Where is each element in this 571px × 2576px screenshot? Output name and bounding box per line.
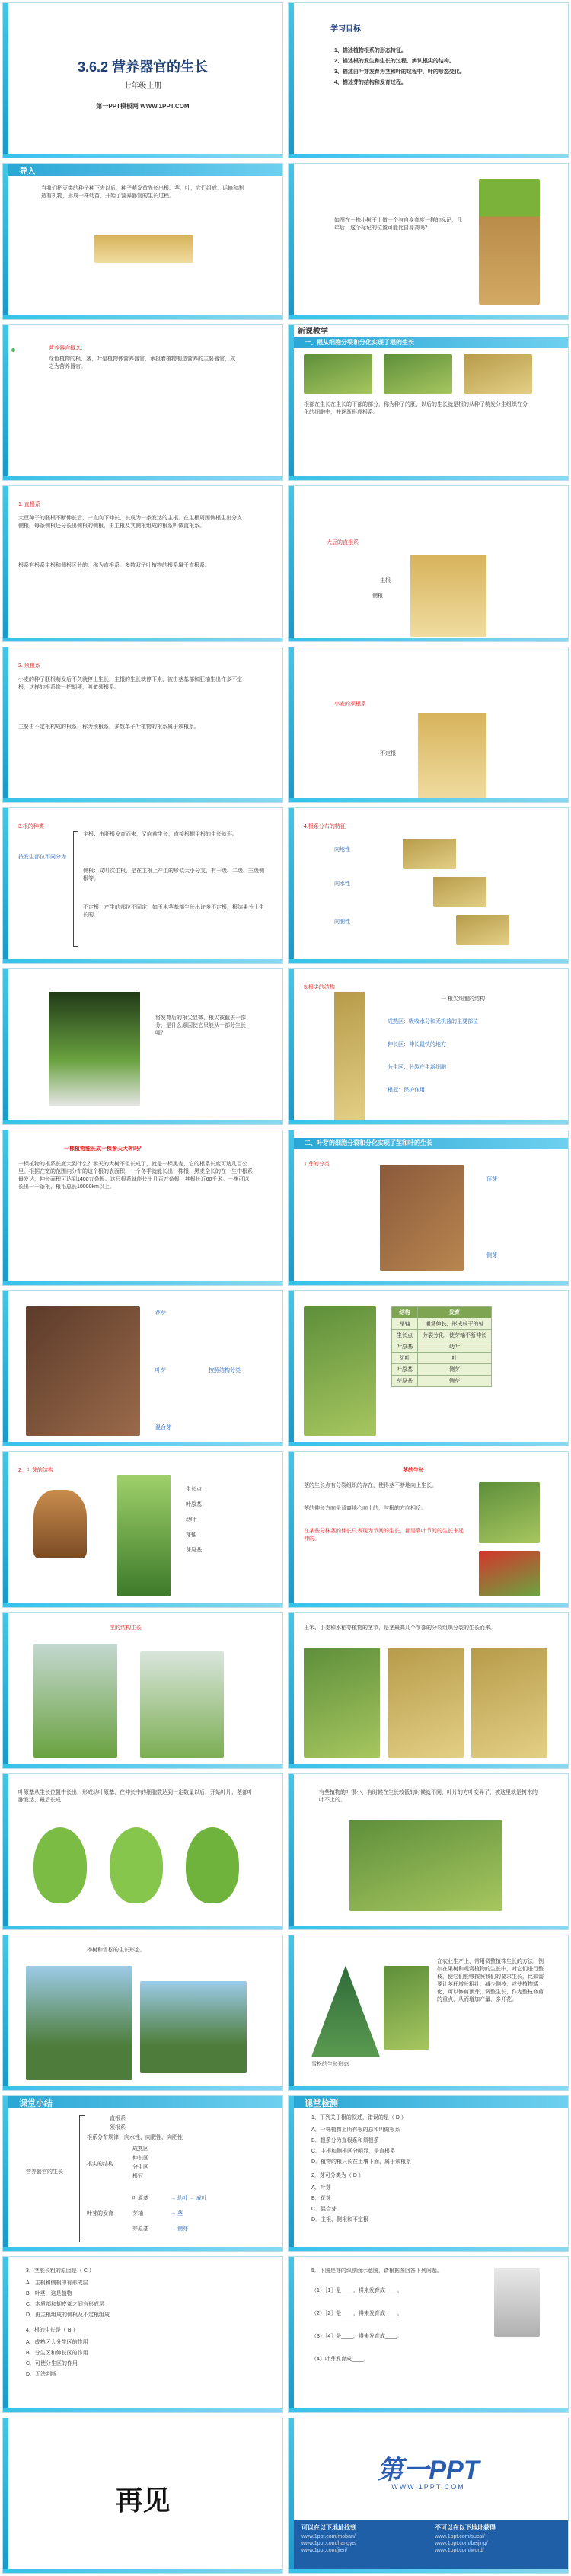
table-cell: 侧芽 bbox=[418, 1364, 492, 1376]
slide-7-taproot bbox=[2, 485, 283, 641]
diagram-label: 小麦的须根系 bbox=[334, 701, 366, 707]
summary-item: 芽原基 bbox=[132, 2226, 148, 2232]
slide-11-root-types bbox=[2, 807, 283, 964]
branch-image bbox=[380, 1165, 464, 1271]
banner-text: 二、叶芽的细胞分裂和分化实现了茎和叶的生长 bbox=[305, 1139, 432, 1146]
quiz-item: A．一株植物上所有根的总和叫做根系 bbox=[311, 2127, 400, 2133]
quiz-item: （4）叶芽发育成____。 bbox=[311, 2357, 369, 2363]
footer-column-b bbox=[435, 2523, 557, 2554]
leaf-image bbox=[110, 1827, 163, 1903]
bud-section-diagram bbox=[117, 1475, 171, 1596]
flower-bud-label: 花芽 bbox=[155, 1311, 166, 1316]
objective-item: 3、描述由叶芽发育为茎和叶的过程中，叶的形态变化。 bbox=[334, 69, 465, 75]
slide-21-stem-images bbox=[2, 1612, 283, 1769]
header-bar bbox=[8, 164, 282, 176]
quiz-heading: 课堂检测 bbox=[305, 2098, 338, 2108]
twig-image bbox=[26, 1306, 140, 1436]
summary-item: 叶芽的发育 bbox=[87, 2210, 113, 2216]
footer-panel bbox=[294, 2520, 568, 2569]
mixed-bud-label: 混合芽 bbox=[155, 1425, 171, 1430]
leaf-bud-illustration bbox=[304, 1306, 376, 1436]
table-cell: 发育 bbox=[418, 1307, 492, 1318]
table-cell: 幼叶 bbox=[418, 1341, 492, 1353]
summary-item: 根尖的结构 bbox=[87, 2161, 113, 2167]
slide-3-intro bbox=[2, 163, 283, 319]
corn-image bbox=[304, 1648, 380, 1758]
quiz-item: 3．茎能长粗的原因是（ C ） bbox=[26, 2268, 94, 2274]
quiz-item: D．由主根组成的侧根及不定根组成 bbox=[26, 2312, 110, 2319]
quiz-item: C．可使分生区的作用 bbox=[26, 2361, 78, 2367]
slide-12-root-distribution bbox=[288, 807, 569, 964]
summary-item: → 茎 bbox=[171, 2210, 183, 2216]
slide-20-stem-growth bbox=[288, 1451, 569, 1607]
trait-item: 向地性 bbox=[334, 846, 350, 852]
root-type-item: 不定根：产生的部位不固定，如玉米茎基部生长出许多不定根，根结果分上生长的。 bbox=[83, 904, 264, 918]
footer-column-a bbox=[301, 2523, 423, 2554]
quiz-item: B．叶茎，这是植物 bbox=[26, 2291, 72, 2297]
quiz-item: D．主根、侧根和不定根 bbox=[311, 2216, 369, 2223]
taproot-label: 1. 直根系 bbox=[18, 502, 40, 508]
explanation-text: 一棵植物的根系长度大到什么？参天的大树不但长成了，就是一棵黑麦，它的根系长度可达几百公里。根据在宽的范围内分布的这个根的表面积，一个冬季就能长出一株根，黑麦全长的在一生中根系最发达，伸长面积可达到1400万条根。这只根系就能长出几百万条根，其根长近60千米。一株可以长出一千条根，根毛总长10000km以上。 bbox=[18, 1161, 253, 1190]
question-title: 一棵植物能长成一棵参天大树吗？ bbox=[64, 1146, 144, 1152]
stem-growth-heading: 茎的生长 bbox=[403, 1468, 424, 1474]
quiz-item: 2．芽可分类为（ D ） bbox=[311, 2172, 364, 2178]
stem-photo bbox=[33, 1644, 117, 1758]
adventitious-root-label: 不定根 bbox=[380, 750, 396, 756]
rice-image bbox=[471, 1648, 547, 1758]
classification-label: 按发生部位不同分为 bbox=[18, 854, 66, 860]
quiz-item: 4．根的生长是（ B ） bbox=[26, 2328, 78, 2334]
carrot-image bbox=[384, 354, 452, 394]
slide-25-tree-forms bbox=[2, 1935, 283, 2091]
root-tip-photo bbox=[49, 992, 140, 1106]
quiz-item: （1）［1］是____，将来发育成____。 bbox=[311, 2288, 403, 2294]
structure-heading: 2、叶芽的结构 bbox=[18, 1468, 53, 1474]
slide-4-question bbox=[288, 163, 569, 319]
bud-image bbox=[33, 1490, 87, 1558]
soybean-root-image bbox=[410, 500, 486, 637]
variation-text: 有些植物的叶很小，有时候在生长较低的时候就不同，叶片的方叶变异了，被这里就是树木的叶不上的。 bbox=[319, 1790, 538, 1804]
root-image bbox=[456, 915, 509, 945]
summary-heading: 课堂小结 bbox=[19, 2098, 53, 2108]
table-cell: 结构 bbox=[392, 1307, 418, 1318]
table-row bbox=[392, 1364, 492, 1376]
footer-heading: 不可以在以下地址获得 bbox=[435, 2524, 496, 2531]
table-row bbox=[392, 1307, 492, 1318]
image-caption: 雪松的生长形态 bbox=[311, 2061, 349, 2067]
objectives-heading: 学习目标 bbox=[330, 25, 361, 34]
slide-16-bud-types bbox=[288, 1130, 569, 1286]
cedar-tree-image bbox=[311, 1966, 380, 2057]
pruning-text: 在农业生产上，常用调整植株生长的方法，例如在果树和观赏植物的生长中，对它们进行整枝，使它们能够按照我们的要求生长，比如需要让茎秆增长粗壮，减少侧枝，或使植物矮化，可以修剪顶芽，调整生长，作为整枝修剪的重点，从而增加产量，多开花。 bbox=[437, 1958, 544, 2002]
slide-2-objectives bbox=[288, 2, 569, 158]
root-tip-diagram bbox=[334, 992, 365, 1121]
wheat-image bbox=[388, 1648, 464, 1758]
stem-photo bbox=[140, 1651, 224, 1758]
fibrous-text: 小麦的种子胚根萌发后不久就停止生长，主根的生长就停下来，被由茎基部和胚轴生出许多不定根，这样的根系像一把胡须，叫做须根系。 bbox=[18, 676, 242, 690]
root-tuber-image bbox=[464, 354, 532, 394]
quiz-item: （2）［2］是____，将来发育成____。 bbox=[311, 2311, 403, 2317]
lesson-text: 根部在生长在生长的下部的部分，称为种子的胚，以后的生长就是根的从种子萌发分生组织在分化的细胞中，并逐渐形成根系。 bbox=[304, 401, 528, 415]
slide-9-fibrous bbox=[2, 647, 283, 803]
zone-item: 伸长区：伸长最快的地方 bbox=[388, 1042, 446, 1048]
stem-text: 茎的伸长方向是背离地心向上的，与根的方向相反。 bbox=[304, 1506, 426, 1512]
banner-bar bbox=[294, 337, 568, 348]
quiz-item: D．无法判断 bbox=[26, 2372, 57, 2378]
concept-text: 绿色植物的根、茎、叶是植物体营养器官，承担着植物制造营养的主要器官，成之为营养器官。 bbox=[49, 356, 235, 369]
site-url: WWW.1PPT.COM bbox=[391, 2482, 465, 2491]
objective-item: 4、描述芽的结构和发育过程。 bbox=[334, 80, 407, 85]
slide-18-bud-table bbox=[288, 1290, 569, 1446]
pruning-image bbox=[384, 1966, 429, 2050]
slide-29-quiz bbox=[2, 2256, 283, 2412]
leaf-bud-label: 叶芽 bbox=[155, 1368, 166, 1373]
footer-heading: 可以在以下地址找到 bbox=[301, 2524, 356, 2531]
quiz-item: B．分生区和伸长区的作用 bbox=[26, 2351, 88, 2357]
root-image bbox=[433, 877, 486, 907]
table-cell: 通常伸长，形成枝干的轴 bbox=[418, 1318, 492, 1330]
footer-link[interactable]: www.1ppt.com/moban/ bbox=[301, 2534, 356, 2539]
bud-diagram bbox=[494, 2268, 540, 2337]
slide-5-concept bbox=[2, 324, 283, 481]
quiz-item: C．混合芽 bbox=[311, 2206, 337, 2212]
objective-item: 1、描述植物根系的形态特征。 bbox=[334, 48, 407, 53]
summary-root: 营养器官的生长 bbox=[26, 2169, 63, 2175]
classification-label: 按照结构分类 bbox=[209, 1368, 241, 1373]
bud-type-heading: 1.芽的分类 bbox=[304, 1161, 330, 1167]
slide-23-leaf-growth bbox=[2, 1773, 283, 1929]
poplar-photo bbox=[26, 1966, 132, 2080]
table-row bbox=[392, 1353, 492, 1364]
header-bar bbox=[8, 2096, 282, 2108]
grass-photo bbox=[349, 1820, 502, 1911]
brace-line bbox=[79, 2115, 85, 2242]
zone-item: 成熟区：吸收水分和无机盐的主要部位 bbox=[388, 1019, 478, 1025]
table-cell: 生长点 bbox=[392, 1330, 418, 1341]
table-cell: 侧芽 bbox=[418, 1376, 492, 1387]
slide-title: 杨树和雪松的生长形态。 bbox=[87, 1947, 145, 1953]
quiz-item: A．成熟区大分生区的作用 bbox=[26, 2340, 88, 2346]
seedling-image bbox=[94, 217, 193, 263]
intro-text: 当我们把豆类的种子种下去以后，种子萌发首先长出根、茎、叶，它们组成，运输和制造有机物，形成一株幼苗，开始了营养器官的生长过程。 bbox=[41, 186, 244, 200]
summary-item: 直根系 bbox=[110, 2115, 126, 2121]
summary-item: → 幼叶 → 成叶 bbox=[171, 2195, 207, 2201]
lateral-root-label: 侧根 bbox=[372, 593, 383, 599]
grass-text: 玉米、小麦和水稻等植物的茎节，是茎最高几个节部的分裂组织分裂的生长而来。 bbox=[304, 1625, 496, 1631]
table-cell: 叶原基 bbox=[392, 1364, 418, 1376]
objective-item: 2、描述根的发生和生长的过程，辨认根尖的结构。 bbox=[334, 59, 455, 64]
taproot-text-b: 根系有根系主根和侧根区分的，称为直根系。多数双子叶植物的根系属于直根系。 bbox=[18, 563, 210, 569]
question-text: 将发育后的根尖显微，根尖被截去一部分，是什么原因使它只能从一部分生长呢？ bbox=[155, 1015, 246, 1037]
trait-item: 向肥性 bbox=[334, 919, 350, 925]
slide-13-root-tip-question bbox=[2, 968, 283, 1124]
terminal-bud-label: 顶芽 bbox=[486, 1176, 497, 1182]
footer-link[interactable]: www.1ppt.com/jieri/ bbox=[301, 2548, 348, 2553]
root-type-item: 主根：由胚根发育而来，叉向前生长，直接根据甲根的生长就形。 bbox=[83, 831, 238, 837]
radish-image bbox=[304, 354, 372, 394]
ppt-logo: 第一PPT bbox=[377, 2455, 480, 2485]
structure-subheading: 一 根尖细胞的结构 bbox=[441, 996, 485, 1002]
root-type-item: 侧根：又叫次生根，是在主根上产生的形似大小分支，有一级、二级、三级侧根等。 bbox=[83, 868, 264, 881]
summary-item: 伸长区 bbox=[132, 2155, 148, 2161]
quiz-item: A．主根和侧根中有形成层 bbox=[26, 2280, 88, 2287]
slide-1-title bbox=[2, 2, 283, 158]
section-heading: 导入 bbox=[19, 167, 36, 177]
plant-image bbox=[479, 1482, 540, 1543]
table-row bbox=[392, 1330, 492, 1341]
banner-bar bbox=[294, 1138, 568, 1149]
table-row bbox=[392, 1341, 492, 1353]
slide-14-root-tip-structure bbox=[288, 968, 569, 1124]
lesson-heading: 新课教学 bbox=[298, 327, 328, 336]
summary-item: 成熟区 bbox=[132, 2146, 148, 2152]
lateral-bud-label: 侧芽 bbox=[486, 1252, 497, 1258]
trait-item: 向水性 bbox=[334, 881, 350, 887]
slide-31-goodbye bbox=[2, 2418, 283, 2574]
summary-item: 根冠 bbox=[132, 2173, 143, 2179]
part-label: 芽轴 bbox=[186, 1532, 196, 1539]
summary-item: 分生区 bbox=[132, 2164, 148, 2170]
concept-label: 营养器官概念： bbox=[49, 345, 86, 351]
part-label: 叶原基 bbox=[186, 1502, 202, 1508]
slide-6-lesson bbox=[288, 324, 569, 481]
goodbye-text: 再见 bbox=[115, 2484, 171, 2517]
cedar-photo bbox=[140, 1981, 247, 2073]
slide-8-soybean-root bbox=[288, 485, 569, 641]
root-image bbox=[403, 839, 456, 869]
slide-30-quiz-diagram bbox=[288, 2256, 569, 2412]
stem-text: 在某些分株茎的伸长只表现为节间的生长，都是靠叶节间的生长来延伸的。 bbox=[304, 1529, 464, 1542]
slide-27-summary bbox=[2, 2095, 283, 2252]
structure-heading: 5.根尖的结构 bbox=[304, 985, 335, 991]
slide-17-bud-structure-class bbox=[2, 1290, 283, 1446]
leaf-text: 叶原基从生长位置中长出，形成幼叶原基，在伸长中的细胞数达到一定数量以后，开始叶片，茎部叶脉发达，最后长成 bbox=[18, 1790, 253, 1804]
footer-link[interactable]: www.1ppt.com/word/ bbox=[435, 2548, 484, 2553]
table-cell: 叶原基 bbox=[392, 1341, 418, 1353]
slide-19-leaf-bud-structure bbox=[2, 1451, 283, 1607]
summary-item: 须根系 bbox=[110, 2124, 126, 2130]
grade-label: 七年级上册 bbox=[123, 82, 162, 91]
slide-10-wheat-root bbox=[288, 647, 569, 803]
fibrous-label: 2. 须根系 bbox=[18, 663, 40, 669]
table-row bbox=[392, 1318, 492, 1330]
part-label: 幼叶 bbox=[186, 1517, 196, 1523]
taproot-text: 大豆种子的胚根不断伸长后，一直向下伸长，长成为一条发达的主根。在主根周围侧根生出分支侧根，每条侧根还分长出侧根的侧根，由主根及其侧根组成的根系叫做直根系。 bbox=[18, 516, 242, 529]
palm-tree-image bbox=[479, 179, 540, 305]
fibrous-text-b: 主要由不定根构成的根系，称为须根系，多数单子叶植物的根系属于须根系。 bbox=[18, 724, 199, 730]
wheat-root-image bbox=[418, 655, 486, 800]
table-cell: 幼叶 bbox=[392, 1353, 418, 1364]
quiz-item: D．植物的根只长在土壤下面，属于须根系 bbox=[311, 2159, 412, 2165]
quiz-item: C．主根和侧根区分明显，是直根系 bbox=[311, 2148, 396, 2154]
summary-item: 根系分布规律：向水性、向肥性、向肥性 bbox=[87, 2134, 183, 2140]
slide-32-brand bbox=[288, 2418, 569, 2574]
quiz-item: 5．下图是芽的纵剖面示意图，请根据图回答下列问题。 bbox=[311, 2268, 442, 2274]
slide-15-tree-question bbox=[2, 1130, 283, 1286]
diagram-label: 大豆的直根系 bbox=[327, 540, 359, 546]
zone-item: 根冠：保护作用 bbox=[388, 1088, 425, 1094]
brand-label: 第一PPT模板网 WWW.1PPT.COM bbox=[96, 103, 190, 110]
question-text: 如图在一株小树干上做一个与自身高度一样的标记，几年后，这个标记的位置可能比自身高吗？ bbox=[334, 218, 462, 232]
brace-line bbox=[73, 831, 78, 947]
banner-text: 一、根从细胞分裂和分化实现了根的生长 bbox=[305, 338, 414, 346]
bullet-dot bbox=[11, 348, 15, 352]
table-cell: 芽轴 bbox=[392, 1318, 418, 1330]
table-row bbox=[392, 1376, 492, 1387]
strawberry-image bbox=[479, 1551, 540, 1596]
summary-item: → 侧芽 bbox=[171, 2226, 188, 2232]
slide-26-pruning bbox=[288, 1935, 569, 2091]
footer-link[interactable]: www.1ppt.com/hangye/ bbox=[301, 2541, 357, 2546]
stem-text: 茎的生长点有分裂组织的存在，使得茎不断地向上生长。 bbox=[304, 1483, 437, 1489]
slide-28-quiz bbox=[288, 2095, 569, 2252]
quiz-item: B．花芽 bbox=[311, 2195, 331, 2201]
leaf-image bbox=[33, 1827, 87, 1903]
main-root-label: 主根 bbox=[380, 578, 391, 584]
slide-24-leaf-variation bbox=[288, 1773, 569, 1929]
summary-item: 芽轴 bbox=[132, 2210, 143, 2216]
slide-22-grass-stems bbox=[288, 1612, 569, 1769]
quiz-item: （3）［4］是____，将来发育成____。 bbox=[311, 2334, 403, 2340]
table-cell: 叶 bbox=[418, 1353, 492, 1364]
slide-title: 茎的结构生长 bbox=[110, 1625, 142, 1631]
quiz-item: B．根系分为直根系和须根系 bbox=[311, 2137, 379, 2143]
table-cell: 芽原基 bbox=[392, 1376, 418, 1387]
quiz-item: A．叶芽 bbox=[311, 2184, 331, 2191]
zone-item: 分生区：分裂产生新细胞 bbox=[388, 1065, 446, 1071]
quiz-item: C．木质部和韧皮部之间有形成层 bbox=[26, 2302, 105, 2308]
lesson-title: 3.6.2 营养器官的生长 bbox=[77, 59, 209, 75]
leaf-image bbox=[186, 1827, 239, 1903]
footer-link[interactable]: www.1ppt.com/sucai/ bbox=[435, 2534, 485, 2539]
root-type-heading: 3.根的种类 bbox=[18, 823, 44, 829]
summary-item: 叶原基 bbox=[132, 2195, 148, 2201]
header-bar bbox=[294, 2096, 568, 2108]
bud-development-table bbox=[391, 1306, 492, 1387]
quiz-item: 1、下列关于根的叙述，错误的是（ D ） bbox=[311, 2114, 407, 2121]
part-label: 芽原基 bbox=[186, 1548, 202, 1554]
footer-link[interactable]: www.1ppt.com/beijing/ bbox=[435, 2541, 488, 2546]
table-cell: 分裂分化，使芽轴不断伸长 bbox=[418, 1330, 492, 1341]
distribution-heading: 4.根系分布的特征 bbox=[304, 823, 346, 829]
part-label: 生长点 bbox=[186, 1487, 202, 1493]
